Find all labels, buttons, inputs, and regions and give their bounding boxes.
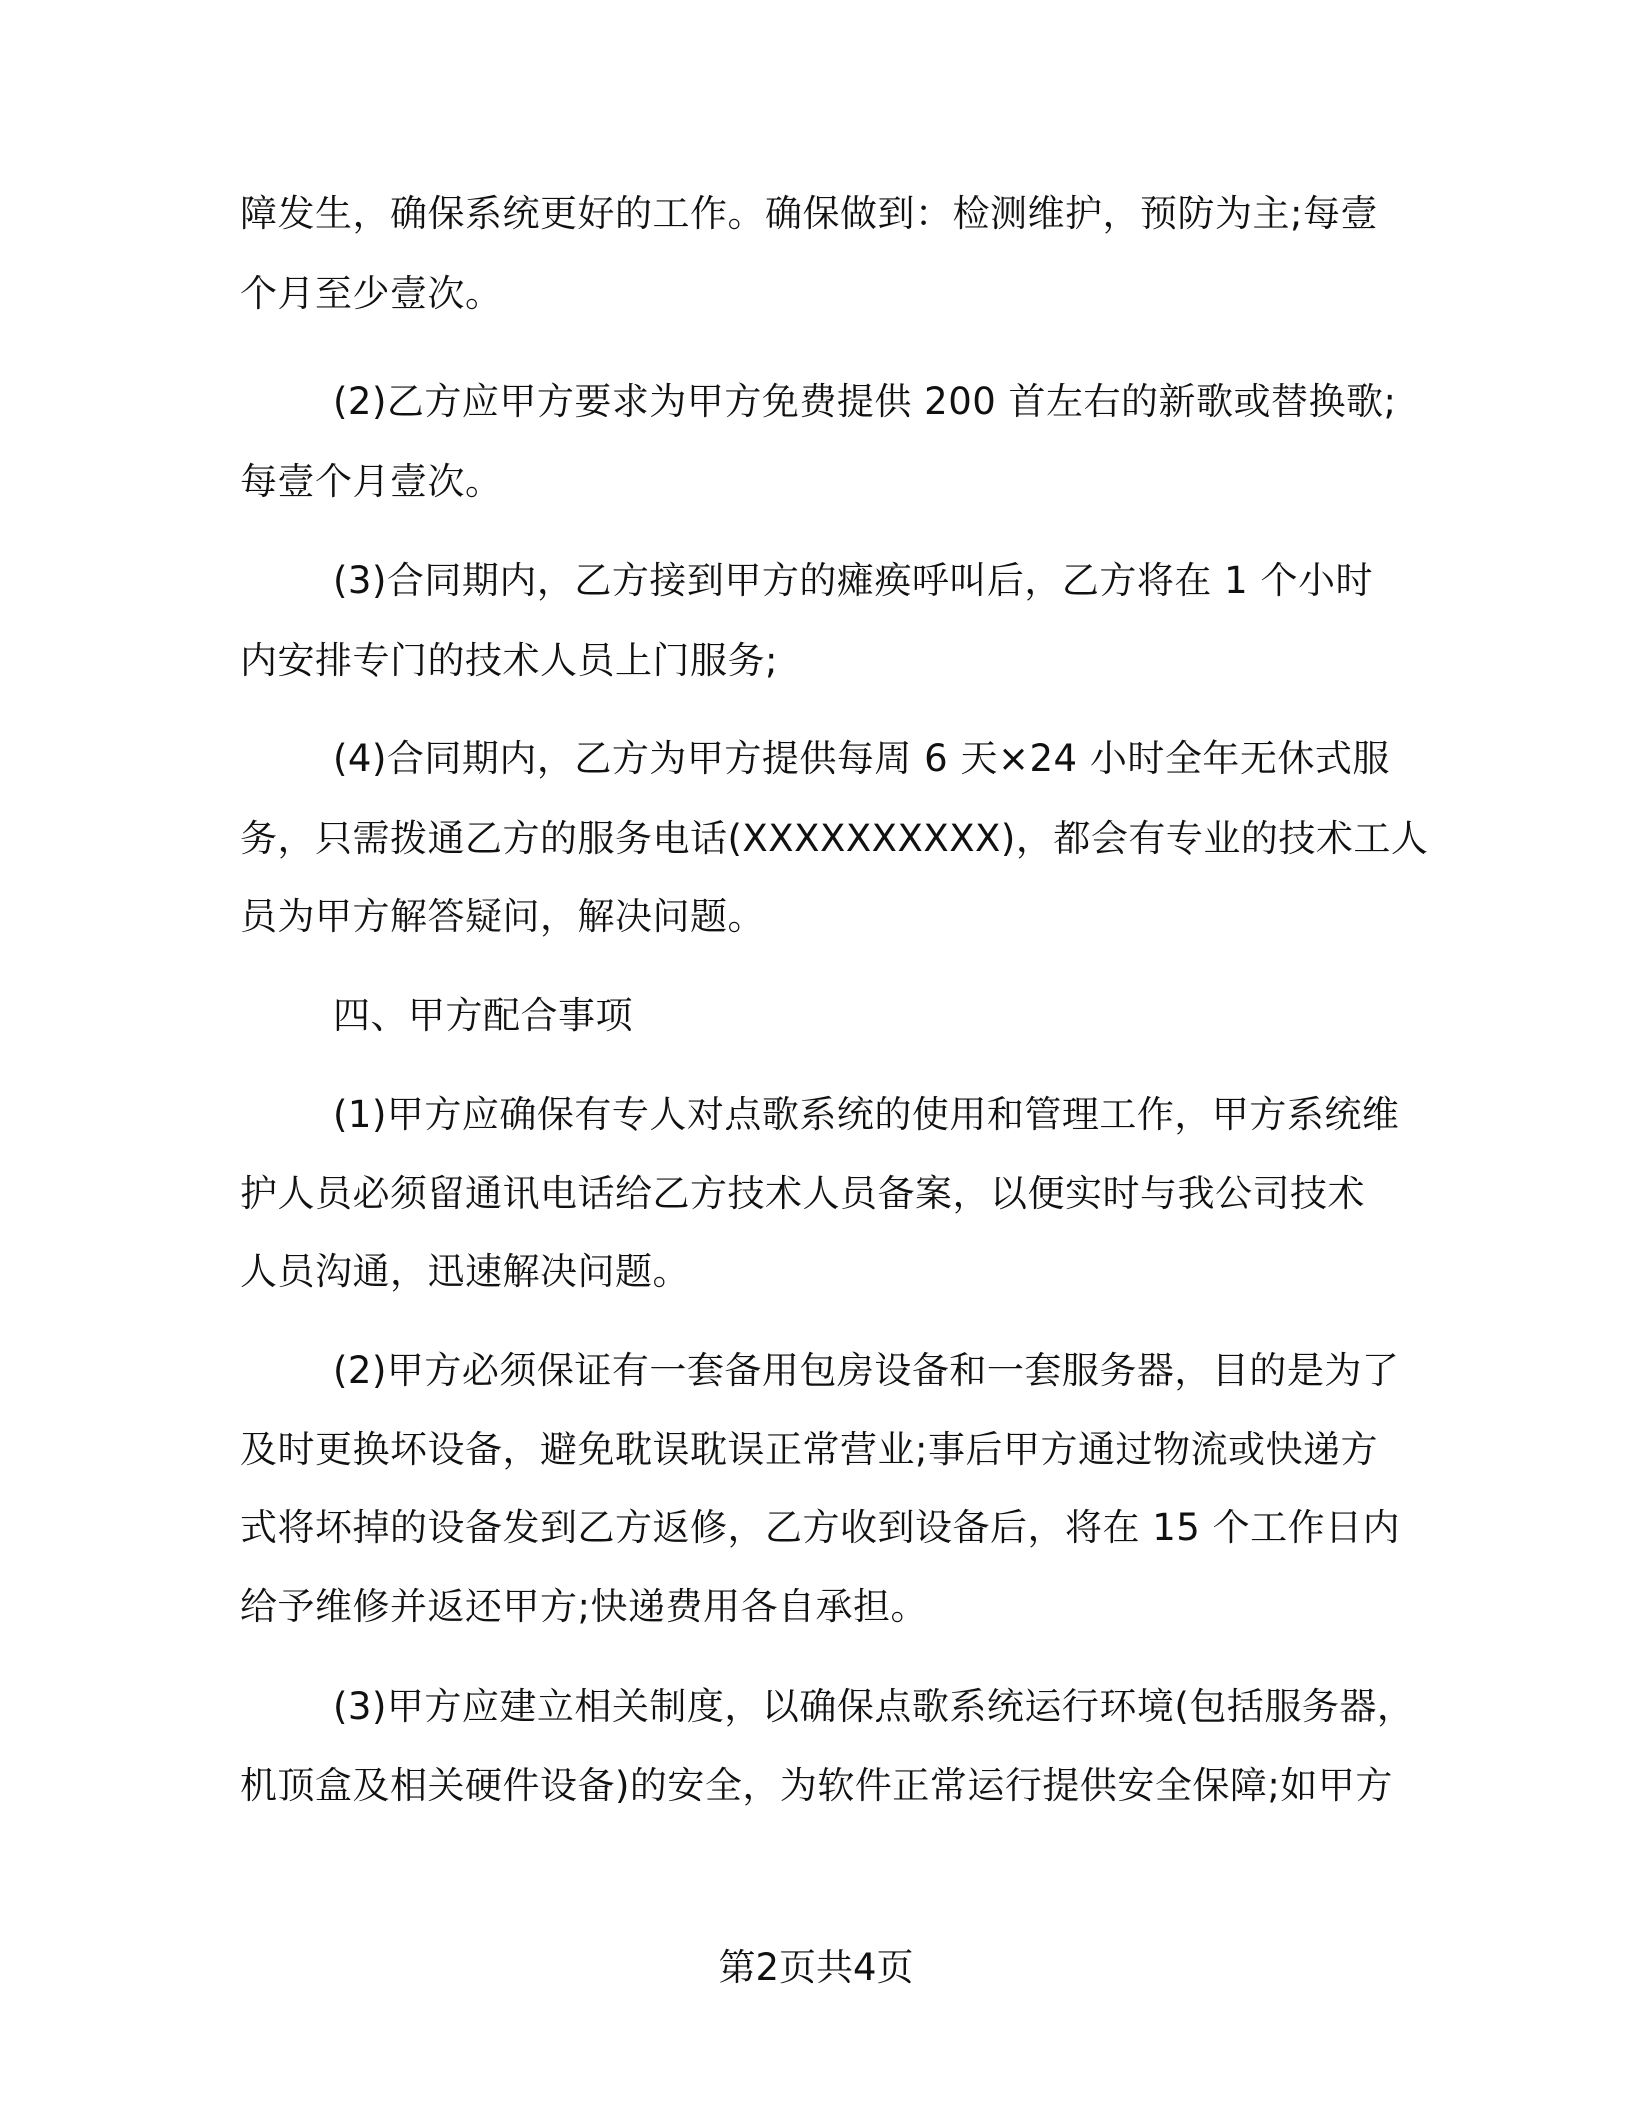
paragraph-line-2: 个月至少壹次。 (240, 272, 503, 315)
section-clause-1-line-2: 护人员必须留通讯电话给乙方技术人员备案，以便实时与我公司技术 (240, 1172, 1365, 1215)
clause-4-line-1: (4)合同期内，乙方为甲方提供每周 6 天×24 小时全年无休式服 (333, 737, 1390, 780)
section-clause-3-line-2: 机顶盒及相关硬件设备)的安全，为软件正常运行提供安全保障;如甲方 (240, 1764, 1393, 1807)
clause-3-line-2: 内安排专门的技术人员上门服务; (240, 639, 778, 682)
page-number-footer: 第2页共4页 (718, 1946, 914, 1989)
section-clause-1-line-3: 人员沟通，迅速解决问题。 (240, 1250, 690, 1293)
section-clause-2-line-3: 式将坏掉的设备发到乙方返修，乙方收到设备后，将在 15 个工作日内 (240, 1506, 1401, 1549)
section-clause-1-line-1: (1)甲方应确保有专人对点歌系统的使用和管理工作，甲方系统维 (333, 1093, 1400, 1136)
section-clause-2-line-1: (2)甲方必须保证有一套备用包房设备和一套服务器，目的是为了 (333, 1349, 1400, 1392)
clause-3-line-1: (3)合同期内，乙方接到甲方的瘫痪呼叫后，乙方将在 1 个小时 (333, 559, 1373, 602)
clause-4-line-2: 务，只需拨通乙方的服务电话(XXXXXXXXXX)，都会有专业的技术工人 (240, 817, 1429, 860)
section-clause-2-line-4: 给予维修并返还甲方;快递费用各自承担。 (240, 1585, 928, 1628)
section-heading: 四、甲方配合事项 (333, 994, 633, 1037)
paragraph-line-1: 障发生，确保系统更好的工作。确保做到：检测维护，预防为主;每壹 (240, 192, 1378, 235)
section-clause-3-line-1: (3)甲方应建立相关制度，以确保点歌系统运行环境(包括服务器， (333, 1685, 1415, 1728)
section-clause-2-line-2: 及时更换坏设备，避免耽误耽误正常营业;事后甲方通过物流或快递方 (240, 1428, 1378, 1471)
clause-4-line-3: 员为甲方解答疑问，解决问题。 (240, 895, 765, 938)
clause-2-line-1: (2)乙方应甲方要求为甲方免费提供 200 首左右的新歌或替换歌; (333, 380, 1397, 423)
clause-2-line-2: 每壹个月壹次。 (240, 460, 503, 503)
